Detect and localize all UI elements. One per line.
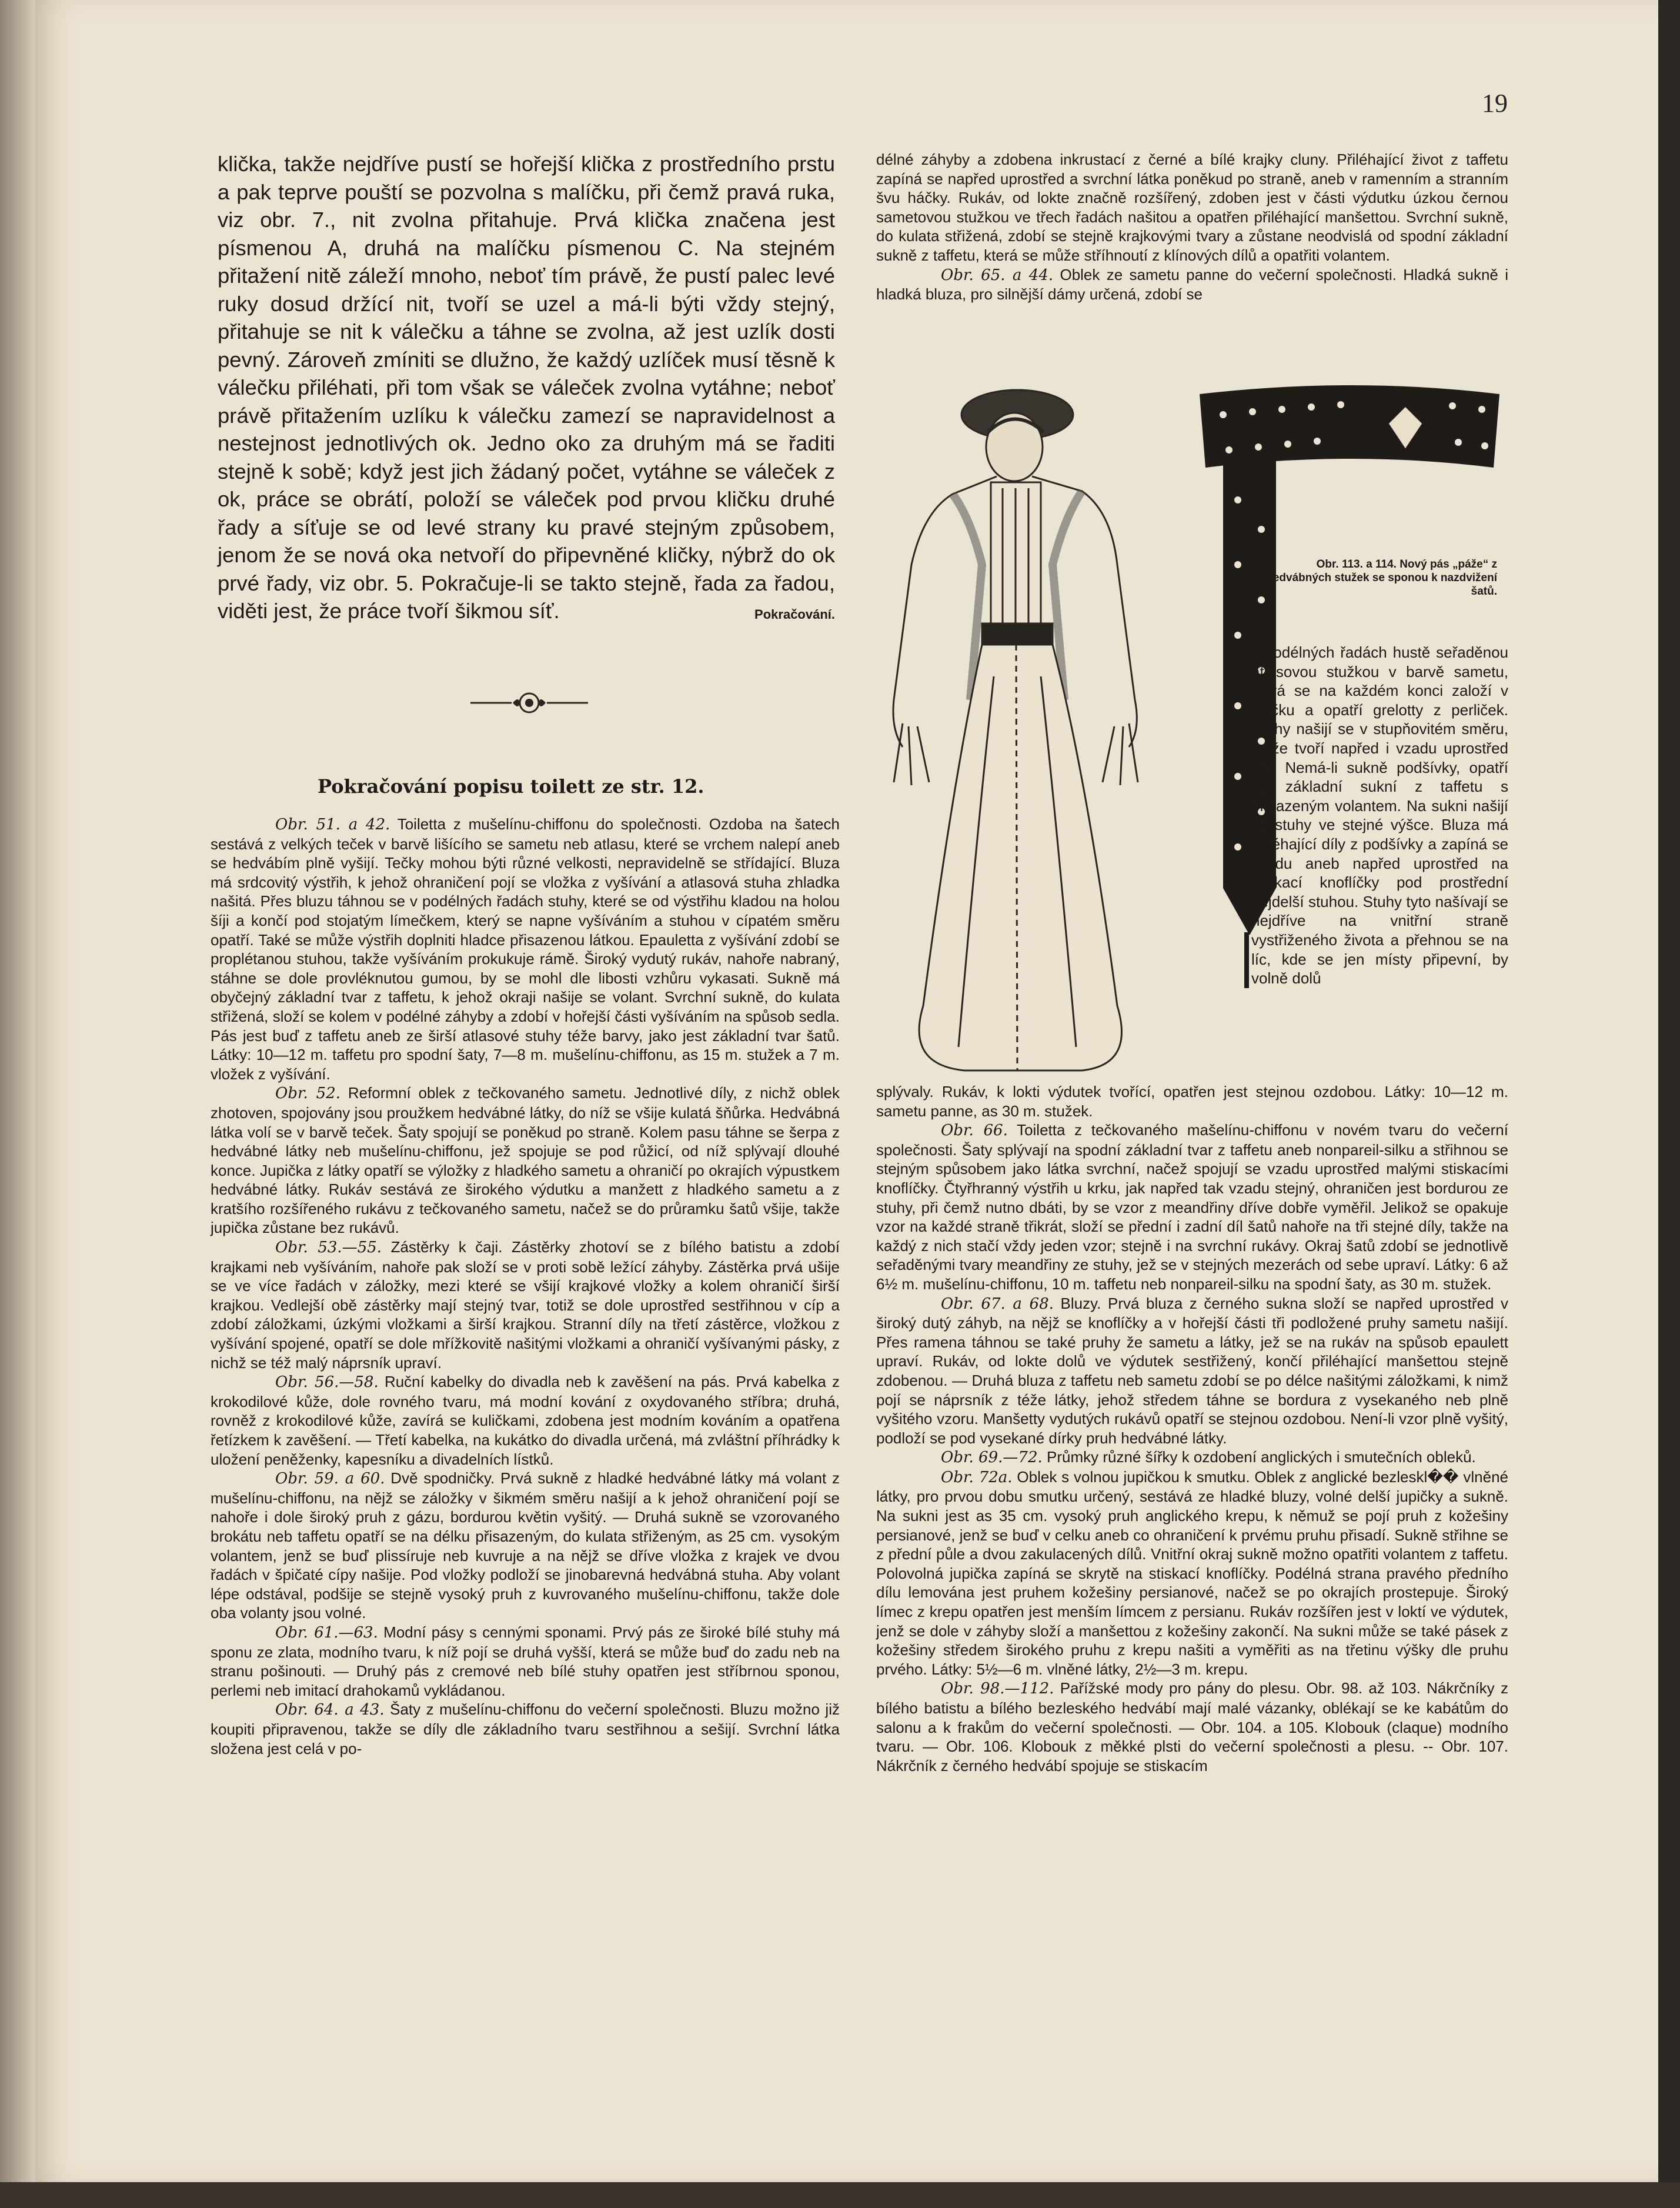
- item-ref: Obr. 72a.: [941, 1468, 1013, 1486]
- item-text: Oblek s volnou jupičkou k smutku. Oblek z anglické bezleskl�� vlněné látky, pro prvou dobu smutku určený, sestává ze hladké bluzy, volné delší jupičky a sukně. Na sukni jest as 35 cm. vysoký pruh anglického krepu, k němuž se pojí pruh z kožešiny persianové, jenž se buď v celku aneb co ohraničení k prvému pruhu přisadí. Sukně střihne se z přední půle a dvou zakulacených dílů. Vnitřní okraj sukně možno opatřiti volantem z taffetu. Polovolná jupička zapíná se skrytě na stiskací knoflíčky. Podélná strana pravého předního dílu lemována jest pruhem kožešiny persianové, načež se po okrajích prostepuje. Široký límec z krepu opatřen jest menším límcem z persianu. Rukáv rozšířen jest v loktí ve výdutek, jenž se dole v záhyby složí a manšettou z kožešiny zakončí. Na sukni může se také pásek z kožešiny středem širokého pruhu z krepu našiti a vyměřiti as na třetinu výšky dle pruhu prvého. Látky: 5½—6 m. vlněné látky, 2½—3 m. krepu.: [876, 1467, 1509, 1678]
- item-text: Zástěrky k čaji. Zástěrky zhotoví se z bílého batistu a zdobí krajkami neb vyšíváním, nahoře pak složí se v proti sobě ležící záhyby. Zástěrka prvá ušije se ve více řadách v záložky, mezi které se všijí krajkové vložky a kolem ohraničí širší krajkou. Vedlejší obě zástěrky mají stejný tvar, totiž se dole uprostřed sestřihnou v cíp a zdobí záložkami, úzkými vložkami a širší krajkou. Stranní díly na třetí zástěrce, vložkou z vyšívání spojené, opatří se dole mřížkovitě našitými vložkami a ohraničí vyšívanými pásky, z nichž se též malý náprsník upraví.: [211, 1238, 840, 1372]
- figure-caption: Obr. 113. a 114. Nový pás „páže“ z hedvábných stužek se sponou k nazdvižení šatů.: [1266, 558, 1497, 598]
- item-text: Pařížské mody pro pány do plesu. Obr. 98. až 103. Nákrčníky z bílého batistu a bílého bezleského hedvábí mají malé vázanky, oblékají se ke kabátům do salonu a k frakům do večerní společnosti. — Obr. 104. a 105. Klobouk (claque) modního tvaru. — Obr. 106. Klobouk z měkké plsti do večerní společnosti a plesu. -- Obr. 107. Nákrčník z černého hedvábí spojuje se stiskacím: [876, 1679, 1508, 1775]
- item-65-continued: [1251, 643, 1508, 988]
- section-heading: Pokračování popisu toilett ze str. 12.: [318, 775, 704, 798]
- item-51: [211, 815, 840, 1083]
- continued-mark: Pokračování.: [754, 607, 835, 622]
- item-ref: Obr. 61.—63.: [275, 1623, 378, 1642]
- item-text: délné záhyby a zdobena inkrustací z černé a bílé krajky cluny. Přiléhající život z taffetu zapíná se napřed uprostřed a svrchní látka poněkud po straně, aneb v ramenním a stranním švu háčky. Rukáv, od lokte značně rozšířený, zdoben jest v části výdutku úzkou černou sametovou stužkou ve třech řadách našitou a opatřen přiléhající manšettou. Svrchní sukně, do kulata střižená, zdobí se stejně krajkovými tvary a zůstane neodvislá od spodní základní sukně z taffetu, která se může stříhnoutí z klínových dílů a opatřiti volantem.: [876, 151, 1508, 264]
- item-text: Oblek ze sametu panne do večerní společnosti. Hladká sukně i hladká bluza, pro silnější dámy určená, zdobí se: [876, 265, 1508, 303]
- item-ref: Obr. 65. a 44.: [941, 266, 1054, 284]
- item-ref: Obr. 53.—55.: [275, 1239, 382, 1257]
- right-narrow-column: [1251, 643, 1508, 988]
- item-ref: Obr. 64. a 43.: [275, 1701, 385, 1719]
- item-53: [211, 1238, 840, 1372]
- intro-text: klička, takže nejdříve pustí se hořejší klička z prostředního prstu a pak teprve pouští se pozvolna s malíčku, při čemž pravá ruka, viz obr. 7., nit zvolna přitahuje. Prvá klička značena jest písmenou A, druhá na malíčku písmenou C. Na stejném přitažení nitě záleží mnoho, neboť tím právě, že pustí palec levé ruky dosud držící nit, tvoří se uzel a má-li býti vždy stejný, přitahuje se nit k válečku a táhne se zvolna, až jest uzlík dosti pevný. Zároveň zmíniti se dlužno, že každý uzlíček musí těsně k válečku přiléhati, při tom však se váleček zvolna vytáhne; neboť právě přitažením uzlíku k válečku zamezí se napravidelnost a nestejnost jednotlivých ok. Jedno oko za druhým má se řaditi stejně k sobě; když jest jich žádaný počet, vytáhne se váleček z ok, práce se obrátí, položí se váleček pod prvou kličku druhé řady a síťuje se od levé strany ku pravé stejným způsobem, jenom že se nová oka netvoří do připevněné kličky, nýbrž do ok prvé řady, viz obr. 5. Pokračuje-li se takto stejně, řada za řadou, viděti jest, že práce tvoří šikmou síť.: [218, 152, 835, 623]
- item-text: splývaly. Rukáv, k lokti výdutek tvořící, opatřen jest stejnou ozdobou. Látky: 10—12 m. sametu panne, as 30 m. stužek.: [876, 1083, 1508, 1120]
- item-64: [211, 1700, 840, 1758]
- item-text: Šaty z mušelínu-chiffonu do večerní společnosti. Bluzu možno již koupiti připravenou, takže se díly dle základního tvaru sestřihnou a sešijí. Svrchní látka složena jest celá v po-: [211, 1700, 840, 1757]
- item-65: [876, 265, 1508, 304]
- item-ref: Obr. 69.—72.: [941, 1449, 1043, 1467]
- item-text: Reformní oblek z tečkovaného sametu. Jednotlivé díly, z nichž oblek zhotoven, spojovány jsou proužkem hedvábné látky, do níž se všije kulatá šňůrka. Hedvábná látka volí se v barvě teček. Šaty spojují se poněkud po straně. Kolem pasu táhne se šerpa z hedvábné látky neb mušelínu-chiffonu, jež spojuje se pod růžicí, od níž splývají dlouhé konce. Jupička z látky opatří se výložky z hladkého sametu a ohraničí po okrajích výpustkem hedvábné látky. Rukáv sestává ze širokého výdutku a manžett z hladkého sametu a z kratšího rozšířeného rukávu z tečkovaného sametu, načež se do průramku šatů všije, takže jupička zůstane bez rukávů.: [211, 1084, 840, 1237]
- item-ref: Obr. 67. a 68.: [941, 1295, 1054, 1313]
- item-text: Toiletta z mušelínu-chiffonu do společnosti. Ozdoba na šatech sestává z velkých teček v barvě lišícího se sametu neb atlasu, které se vrchem nalepí aneb se hedvábím plně vyšijí. Tečky mohou býti různé velkosti, nepravidelně se střídající. Bluza má srdcovitý výstřih, k jehož ohraničení pojí se vložka z vyšívání a atlasová stuha zhladka našitá. Přes bluzu táhnou se v podélných řadách stuhy, které se od výstřihu kladou na holou šíji a končí pod stojatým límečkem, který se napne vyšíváním a stuhou v cípatém směru opatří. Také se může výstřih doplniti hladce přisazenou látkou. Epauletta z vyšívání zdobí se proplétanou stuhou, takže vyšíváním prokukuje rámě. Široký vydutý rukáv, nahoře nabraný, stáhne se dole provléknutou gumou, by se mohl dle libosti vzhůru vykasati. Sukně má obyčejný základní tvar z taffetu, k jehož okraji našije se volant. Svrchní sukně, do kulata střižená, složí se kolem v podélné záhyby a zdobí v hořejší části vyšíváním na spůsob sedla. Pás jest buď z taffetu aneb ze širší atlasové stuhy téže barvy, jako jest základní tvar šatů. Látky: 10—12 m. taffetu pro spodní šaty, 7—8 m. mušelínu-chiffonu, as 15 m. stužek a 7 m. vložek z vyšívání.: [211, 815, 840, 1083]
- item-98: [876, 1679, 1508, 1775]
- item-text: Ruční kabelky do divadla neb k zavěšení na pás. Prvá kabelka z krokodilové kůže, dole rovného tvaru, má modní kování z oxydovaného stříbra; druhá, rovněž z krokodilové kůže, zavírá se kuličkami, zdobena jest modním kováním a opatřena řetízkem k zavěšení. — Třetí kabelka, na kukátko do divadla určená, má zvláštní příhrádky k uložení peněženky, kapesníku a divadelních lístků.: [211, 1373, 840, 1468]
- item-text: Dvě spodničky. Prvá sukně z hladké hedvábné látky má volant z mušelínu-chiffonu, na nějž se záložky v šikmém směru našijí a k jehož ohraničení pojí se nahoře i dole široký pruh z gázu, bordurou květin vyšitý. — Druhá sukně se vzorovaného brokátu neb taffetu opatří se na délku přisazeným, do kulata střiženým, as 25 cm. vysokým volantem, jenž se buď plissíruje neb kuvruje a na nějž se dříve vložka z krajek ve dvou řadách v špičaté cípy našije. Pod vložky podloží se jinobarevná hedvábná stuha. Aby volant lépe odstával, podšije se stejně vysoký pruh z kuvrovaného mušelínu-chiffonu, takže dole oba volanty jsou volné.: [211, 1469, 840, 1622]
- item-text: Modní pásy s cennými sponami. Prvý pás ze široké bílé stuhy má sponu ze zlata, modního tvaru, k níž pojí se druhá vyšší, která se může buď do zadu neb na stranu pošinouti. — Druhý pás z cremové neb bílé stuhy opatřen jest stříbrnou sponou, perlemi neb imitací drahokamů vykládanou.: [211, 1623, 840, 1699]
- item-69: [876, 1447, 1508, 1467]
- item-64-continued: [876, 150, 1508, 265]
- item-66: [876, 1120, 1508, 1293]
- intro-paragraph-block: [218, 150, 835, 629]
- ornament-divider: [465, 685, 594, 721]
- left-article-column: [211, 815, 840, 1758]
- book-edge-bottom: [0, 2182, 1680, 2208]
- item-ref: Obr. 66.: [941, 1122, 1008, 1140]
- lady-figure-illustration: [893, 390, 1138, 1070]
- previous-page-edge: [0, 0, 35, 2208]
- item-ref: Obr. 98.—112.: [941, 1680, 1054, 1698]
- item-text: v podélných řadách hustě seřaděnou atlasovou stužkou v barvě sametu, která se na každém konci založí v špičku a opatří grelotty z perliček. Stuhy našijí se v stupňovitém směru, takže tvoří napřed i vzadu uprostřed cíp. Nemá-li sukně podšívky, opatří se základní sukní z taffetu s přisazeným volantem. Na sukni našijí se stuhy ve stejné výšce. Bluza má přiléhající díly z podšívky a zapíná se vzadu aneb napřed uprostřed na stiskací knoflíčky pod prostřední nejdelší stuhou. Stuhy tyto našívají se nejdříve na vnitřní straně vystřiženého života a přehnou se na líc, kde se jen místy připevní, by volně dolů: [1251, 643, 1508, 988]
- item-59: [211, 1469, 840, 1623]
- page-number: 19: [1482, 89, 1508, 118]
- book-edge-right: [1658, 0, 1680, 2208]
- item-text: Průmky různé šířky k ozdobení anglických i smutečních obleků.: [1047, 1448, 1476, 1466]
- item-65-end: [876, 1082, 1508, 1120]
- item-61: [211, 1623, 840, 1700]
- item-72a: [876, 1467, 1508, 1679]
- right-top-column: [876, 150, 1508, 304]
- item-text: Toiletta z tečkovaného mašelínu-chiffonu v novém tvaru do večerní společnosti. Šaty splývají na spodní základní tvar z taffetu aneb nonpareil-silku a střihnou se stejným spůsobem jako látka svrchní, načež spojují se vzadu uprostřed malými stiskacími knoflíčky. Čtyřhranný výstřih u krku, jak napřed tak vzadu stejný, ohraničen jest bordurou ze stuhy, při čemž nutno dbáti, by se vzor z meandřiny dříve dobře vyměřil. Jelikož se opakuje vzor na každé straně třikrát, složí se přední i zadní díl šatů nahoře na tři stejné díly, takže na každý z nich stačí vždy jeden vzor; stejně i na svrchní rukávy. Okraj šatů zdobí se jednotlivě seřaděnými tvary meandřiny ze stuhy, jež se v stejných mezerách od sebe upraví. Látky: 6 až 6½ m. mušelínu-chiffonu, 10 m. taffetu neb nonpareil-silku na spodní šaty, as 30 m. stužek.: [876, 1121, 1508, 1293]
- item-ref: Obr. 56.—58.: [275, 1373, 379, 1392]
- item-ref: Obr. 51. a 42.: [275, 816, 390, 833]
- item-ref: Obr. 59. a 60.: [275, 1470, 385, 1488]
- item-text: Bluzy. Prvá bluza z černého sukna složí se napřed uprostřed v široký dutý záhyb, na nějž se knoflíčky a v hořejší části tři podložené pruhy sametu našijí. Přes ramena táhnou se také pruhy že sametu a látky, jež se na rukáv na spůsob epaulett upraví. Rukáv, od lokte dolů ve výdutek sestřižený, končí přiléhající manšettou stejně zdobenou. — Druhá bluza z taffetu neb sametu zdobí se po délce našitými záložkami, k nimž pojí se náprsník z téže látky, jehož středem táhne se bordura z vysekaného neb plně vyšitého vzoru. Manšetty vydutých rukávů opatří se stejnou ozdobou. Není-li vzor plně vyšitý, podloží se pod vysekané dírky pruh hedvábné látky.: [876, 1294, 1509, 1447]
- item-67: [876, 1294, 1508, 1448]
- item-56: [211, 1372, 840, 1469]
- item-52: [211, 1083, 840, 1238]
- intro-paragraph: [218, 150, 835, 625]
- right-main-column: [876, 1082, 1508, 1775]
- item-ref: Obr. 52.: [275, 1085, 341, 1103]
